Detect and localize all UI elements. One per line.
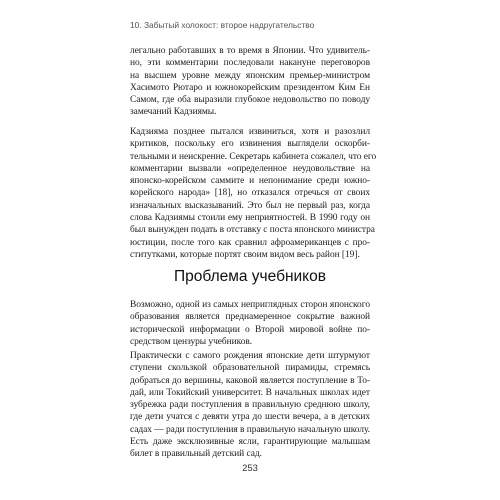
text-line: Самом, где оба выразили глубокое недовольство по поводу [130,95,370,106]
text-line: садах — ради поступления в правильную начальную школу. [130,424,370,435]
text-line: билет в правильный детский сад. [130,449,262,460]
paragraph-2 [130,126,377,261]
text-line: тельными и неискренне. Секретарь кабинета сожалел, что его [130,151,377,162]
text-line: легально работавших в то время в Японии. Что удивитель- [130,46,370,56]
page-number: 253 [242,463,258,474]
text-line: ступени скользкой образовательной пирамиды, стремясь [130,363,370,374]
text-line: дай, или Токийский университет. В начальных школах идет [130,387,370,398]
text-line: замечаний Кадзиямы. [130,107,217,118]
text-line: комментарии вызвали «определенное неудовольствие на [130,163,370,174]
text-line: Практически с самого рождения японские дети штурмуют [130,351,370,361]
text-line: Есть даже эксклюзивные ясли, гарантирующие малышам [130,437,370,448]
section-heading: Проблема учебников [174,268,326,285]
text-line: слова Кадзиямы стоили ему неприятностей. В 1990 году он [130,213,370,224]
text-line: но, эти комментарии последовали накануне переговоров [130,58,370,69]
text-line: добраться до вершины, каковой является поступление в То- [130,375,370,386]
text-line: исторической информации о Второй мировой войне по- [130,324,370,335]
paragraph-4 [130,350,370,461]
text-line: средством цензуры учебников. [130,336,253,347]
paragraph-3 [130,299,370,348]
text-line: корейского народа» [18], но отказался отречься от своих [130,188,370,199]
paragraph-1 [130,45,370,119]
text-line: японско-корейском саммите и непонимание среди южно- [130,176,370,187]
text-line: зубрежка ради поступления в правильную среднюю школу, [130,400,370,411]
text-line: ститутками, которые портят своим видом весь район [19]. [130,249,360,260]
text-line: изначальных высказываний. Это был не первый раз, когда [130,200,370,211]
text-line: где дети учатся с девяти утра до шести вечера, а в детских [130,412,370,423]
text-line: Кадзияма позднее пытался извиниться, хотя и разозлил [130,127,370,137]
text-line: Хасимото Рютаро и южнокорейским президентом Ким Ен [130,82,370,93]
text-line: был вынужден подать в отставку с поста японского министра [130,225,375,236]
text-line: образования является преднамеренное сокрытие важной [130,312,370,323]
text-line: на высшем уровне между японским премьер-министром [130,70,370,81]
running-head: 10. Забытый холокост: второе надругательство [130,20,315,30]
text-line: Возможно, одной из самых неприглядных сторон японского [130,300,370,310]
text-line: критиков, поскольку его извинения выглядели оскорби- [130,139,370,150]
text-line: юстиции, после того как сравнил афроамериканцев с про- [130,237,370,248]
